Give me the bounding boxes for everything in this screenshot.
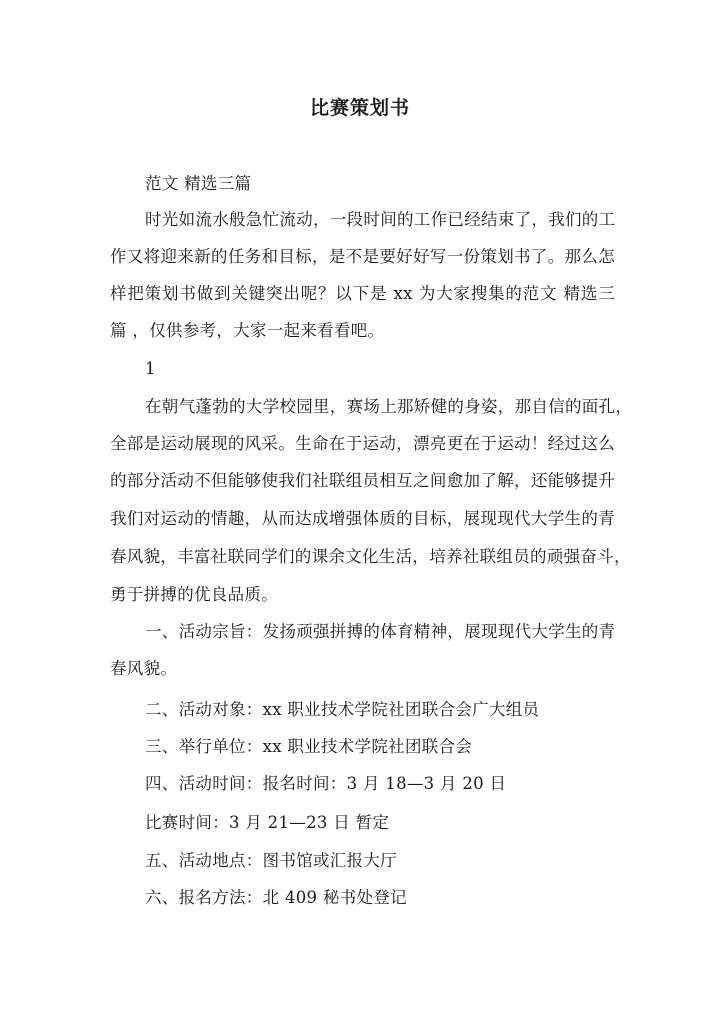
purpose-line: 春风貌。 <box>110 659 178 678</box>
list-item: 比赛时间：3 月 21—23 日 暂定 <box>145 813 390 832</box>
section-number: 1 <box>145 359 156 378</box>
body-line: 在朝气蓬勃的大学校园里，赛场上那矫健的身姿，那自信的面孔， <box>145 397 633 416</box>
list-item: 二、活动对象：xx 职业技术学院社团联合会广大组员 <box>145 700 540 719</box>
body-line: 的部分活动不但能够使我们社联组员相互之间愈加了解，还能够提升 <box>110 471 615 490</box>
intro-line: 作又将迎来新的任务和目标，是不是要好好写一份策划书了。那么怎 <box>110 247 615 266</box>
body-line: 春风貌，丰富社联同学们的课余文化生活，培养社联组员的顽强奋斗， <box>110 547 631 566</box>
body-line: 我们对运动的情趣，从而达成增强体质的目标，展现现代大学生的青 <box>110 509 615 528</box>
list-item: 四、活动时间：报名时间：3 月 18—3 月 20 日 <box>145 774 507 793</box>
purpose-line: 一、活动宗旨：发扬顽强拼搏的体育精神，展现现代大学生的青 <box>145 622 616 641</box>
document-subtitle: 范文 精选三篇 <box>145 174 252 193</box>
intro-line: 时光如流水般急忙流动，一段时间的工作已经结束了，我们的工 <box>145 210 616 229</box>
list-item: 三、举行单位：xx 职业技术学院社团联合会 <box>145 737 473 756</box>
body-line: 全部是运动展现的风采。生命在于运动，漂亮更在于运动！经过这么 <box>110 434 615 453</box>
list-item: 五、活动地点：图书馆或汇报大厅 <box>145 851 397 870</box>
intro-line: 篇 ，仅供参考，大家一起来看看吧。 <box>110 321 385 340</box>
list-item: 六、报名方法：北 409 秘书处登记 <box>145 888 407 907</box>
intro-line: 样把策划书做到关键突出呢？以下是 xx 为大家搜集的范文 精选三 <box>110 284 615 303</box>
body-line: 勇于拼搏的优良品质。 <box>110 585 278 604</box>
document-title: 比赛策划书 <box>309 97 410 119</box>
